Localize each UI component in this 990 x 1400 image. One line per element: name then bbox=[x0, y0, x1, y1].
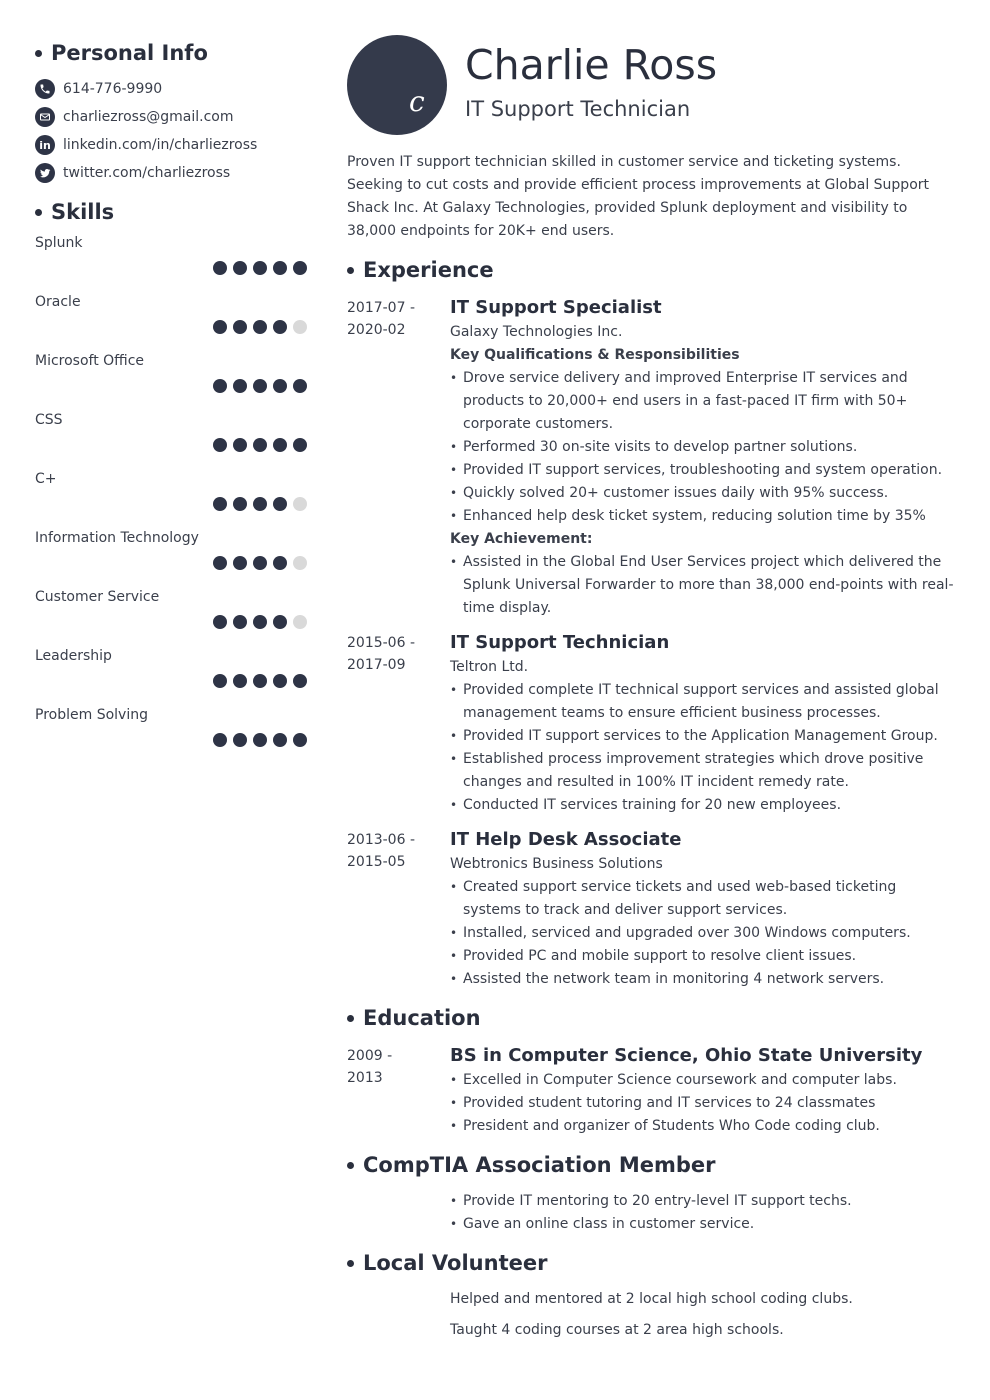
skill-name: Problem Solving bbox=[35, 707, 148, 723]
summary: Proven IT support technician skilled in customer service and ticketing systems. Seeking to cut costs and provide efficient process improvements at Global Support Shack Inc. At Galaxy Technologies, provided Splunk deployment and visibility to 38,000 endpoints for 20K+ end users. bbox=[347, 154, 930, 239]
skill-item bbox=[35, 471, 307, 530]
skill-item bbox=[35, 294, 307, 353]
resume-header bbox=[347, 35, 957, 137]
rating-dot bbox=[213, 438, 227, 452]
list-item: • Gave an online class in customer service. bbox=[450, 1213, 957, 1236]
list-item: • Drove service delivery and improved Enterprise IT services and products to 20,000+ end users in a fast-paced IT firm with 50+ corporate customers. bbox=[450, 367, 957, 436]
contact-twitter[interactable] bbox=[35, 159, 307, 187]
list-item: • Quickly solved 20+ customer issues daily with 95% success. bbox=[450, 482, 957, 505]
sidebar bbox=[35, 38, 307, 766]
job-bullets bbox=[450, 679, 957, 817]
skill-rating bbox=[213, 438, 307, 452]
rating-dot bbox=[293, 379, 307, 393]
job-role: IT Support Technician bbox=[450, 632, 670, 653]
skill-item bbox=[35, 648, 307, 707]
skill-name: Microsoft Office bbox=[35, 353, 145, 369]
rating-dot bbox=[233, 379, 247, 393]
rating-dot bbox=[213, 379, 227, 393]
rating-dot bbox=[233, 615, 247, 629]
skill-name: Information Technology bbox=[35, 530, 199, 546]
list-item: • Installed, serviced and upgraded over 300 Windows computers. bbox=[450, 922, 957, 945]
skill-item bbox=[35, 412, 307, 471]
rating-dot bbox=[273, 497, 287, 511]
contact-email[interactable] bbox=[35, 103, 307, 131]
list-item: • Established process improvement strategies which drove positive changes and resulted in 100% IT incident remedy rate. bbox=[450, 748, 957, 794]
rating-dot bbox=[293, 497, 307, 511]
list-item: • Enhanced help desk ticket system, reducing solution time by 35% bbox=[450, 505, 957, 528]
twitter-icon bbox=[35, 163, 55, 183]
job-role: IT Support Specialist bbox=[450, 297, 662, 318]
job-company: Galaxy Technologies Inc. bbox=[450, 324, 623, 340]
job-company: Webtronics Business Solutions bbox=[450, 856, 663, 872]
list-item: • Provided IT support services, troubleshooting and system operation. bbox=[450, 459, 957, 482]
email-icon bbox=[35, 107, 55, 127]
rating-dot bbox=[213, 261, 227, 275]
job-role: IT Help Desk Associate bbox=[450, 829, 682, 850]
rating-dot bbox=[253, 497, 267, 511]
comptia-heading: CompTIA Association Member bbox=[347, 1150, 957, 1180]
skill-rating bbox=[213, 733, 307, 747]
heading-bullet bbox=[347, 1260, 354, 1267]
rating-dot bbox=[253, 674, 267, 688]
rating-dot bbox=[273, 261, 287, 275]
skill-rating bbox=[213, 615, 307, 629]
rating-dot bbox=[273, 556, 287, 570]
volunteer-line: Taught 4 coding courses at 2 area high schools. bbox=[450, 1322, 784, 1338]
phone-icon bbox=[35, 79, 55, 99]
skill-rating bbox=[213, 379, 307, 393]
rating-dot bbox=[293, 320, 307, 334]
rating-dot bbox=[233, 497, 247, 511]
achievement-bullets bbox=[450, 551, 957, 620]
rating-dot bbox=[293, 615, 307, 629]
education-bullets bbox=[450, 1069, 957, 1138]
contact-phone[interactable] bbox=[35, 75, 307, 103]
heading-bullet bbox=[347, 267, 354, 274]
job-dates: 2017-07 - 2020-02 bbox=[347, 300, 415, 338]
skill-rating bbox=[213, 320, 307, 334]
list-item: • Assisted in the Global End User Services project which delivered the Splunk Universal Forwarder to more than 38,000 end-points with real-time display. bbox=[450, 551, 957, 620]
email-text: charliezross@gmail.com bbox=[63, 109, 234, 125]
rating-dot bbox=[213, 556, 227, 570]
heading-bullet bbox=[35, 209, 42, 216]
list-item: • Provide IT mentoring to 20 entry-level IT support techs. bbox=[450, 1190, 957, 1213]
twitter-text: twitter.com/charliezross bbox=[63, 165, 231, 181]
rating-dot bbox=[293, 438, 307, 452]
list-item: • Excelled in Computer Science coursework and computer labs. bbox=[450, 1069, 957, 1092]
education-dates: 2009 - 2013 bbox=[347, 1048, 393, 1086]
education-heading: Education bbox=[347, 1003, 957, 1033]
list-item: • President and organizer of Students Who Code coding club. bbox=[450, 1115, 957, 1138]
job-entry bbox=[347, 630, 957, 817]
candidate-title: IT Support Technician bbox=[465, 97, 691, 121]
skill-name: Leadership bbox=[35, 648, 112, 664]
rating-dot bbox=[233, 261, 247, 275]
skill-name: Customer Service bbox=[35, 589, 160, 605]
rating-dot bbox=[233, 674, 247, 688]
experience-heading: Experience bbox=[347, 255, 957, 285]
rating-dot bbox=[273, 438, 287, 452]
rating-dot bbox=[213, 615, 227, 629]
skill-item bbox=[35, 530, 307, 589]
rating-dot bbox=[253, 438, 267, 452]
qualifications-label: Key Qualifications & Responsibilities bbox=[450, 347, 740, 363]
rating-dot bbox=[253, 379, 267, 393]
rating-dot bbox=[253, 733, 267, 747]
rating-dot bbox=[273, 733, 287, 747]
list-item: • Provided complete IT technical support services and assisted global management teams to ensure efficient business processes. bbox=[450, 679, 957, 725]
rating-dot bbox=[253, 320, 267, 334]
skill-rating bbox=[213, 261, 307, 275]
avatar-initial: c bbox=[409, 85, 425, 118]
avatar bbox=[347, 35, 447, 135]
rating-dot bbox=[233, 438, 247, 452]
rating-dot bbox=[253, 261, 267, 275]
rating-dot bbox=[273, 674, 287, 688]
skill-rating bbox=[213, 556, 307, 570]
skills-list bbox=[35, 235, 307, 766]
skill-item bbox=[35, 707, 307, 766]
rating-dot bbox=[253, 556, 267, 570]
skill-name: C+ bbox=[35, 471, 57, 487]
rating-dot bbox=[273, 320, 287, 334]
job-entry bbox=[347, 295, 957, 620]
rating-dot bbox=[233, 320, 247, 334]
list-item: • Provided student tutoring and IT services to 24 classmates bbox=[450, 1092, 957, 1115]
list-item: • Assisted the network team in monitoring 4 network servers. bbox=[450, 968, 957, 991]
skill-item bbox=[35, 353, 307, 412]
rating-dot bbox=[293, 733, 307, 747]
job-dates: 2013-06 - 2015-05 bbox=[347, 832, 415, 870]
list-item: • Provided IT support services to the Application Management Group. bbox=[450, 725, 957, 748]
volunteer-line: Helped and mentored at 2 local high school coding clubs. bbox=[450, 1291, 853, 1307]
degree: BS in Computer Science, Ohio State University bbox=[450, 1045, 923, 1066]
skill-name: Splunk bbox=[35, 235, 83, 251]
main-content bbox=[347, 35, 957, 1342]
list-item: • Conducted IT services training for 20 new employees. bbox=[450, 794, 957, 817]
education-entry bbox=[347, 1043, 957, 1138]
achievement-label: Key Achievement: bbox=[450, 531, 593, 547]
job-bullets bbox=[450, 876, 957, 991]
rating-dot bbox=[213, 674, 227, 688]
list-item: • Performed 30 on-site visits to develop partner solutions. bbox=[450, 436, 957, 459]
list-item: • Provided PC and mobile support to resolve client issues. bbox=[450, 945, 957, 968]
job-company: Teltron Ltd. bbox=[450, 659, 529, 675]
rating-dot bbox=[233, 556, 247, 570]
comptia-bullets bbox=[450, 1190, 957, 1236]
skill-item bbox=[35, 235, 307, 294]
skill-rating bbox=[213, 674, 307, 688]
candidate-name: Charlie Ross bbox=[465, 41, 718, 89]
linkedin-icon: in bbox=[35, 135, 55, 155]
rating-dot bbox=[293, 556, 307, 570]
skill-name: Oracle bbox=[35, 294, 81, 310]
linkedin-text: linkedin.com/in/charliezross bbox=[63, 137, 258, 153]
phone-text: 614-776-9990 bbox=[63, 81, 163, 97]
skill-name: CSS bbox=[35, 412, 63, 428]
rating-dot bbox=[273, 379, 287, 393]
job-bullets bbox=[450, 367, 957, 528]
list-item: • Created support service tickets and used web-based ticketing systems to track and deliver support services. bbox=[450, 876, 957, 922]
skills-heading: Skills bbox=[35, 197, 307, 227]
job-entry bbox=[347, 827, 957, 991]
volunteer-heading: Local Volunteer bbox=[347, 1248, 957, 1278]
skill-rating bbox=[213, 497, 307, 511]
rating-dot bbox=[213, 733, 227, 747]
rating-dot bbox=[253, 615, 267, 629]
volunteer-lines bbox=[450, 1288, 957, 1342]
heading-bullet bbox=[35, 50, 42, 57]
heading-bullet bbox=[347, 1015, 354, 1022]
rating-dot bbox=[293, 261, 307, 275]
rating-dot bbox=[293, 674, 307, 688]
rating-dot bbox=[273, 615, 287, 629]
skill-item bbox=[35, 589, 307, 648]
heading-bullet bbox=[347, 1162, 354, 1169]
rating-dot bbox=[213, 320, 227, 334]
contact-linkedin[interactable] bbox=[35, 131, 307, 159]
job-dates: 2015-06 - 2017-09 bbox=[347, 635, 415, 673]
rating-dot bbox=[233, 733, 247, 747]
rating-dot bbox=[213, 497, 227, 511]
personal-info-heading: Personal Info bbox=[35, 38, 307, 68]
